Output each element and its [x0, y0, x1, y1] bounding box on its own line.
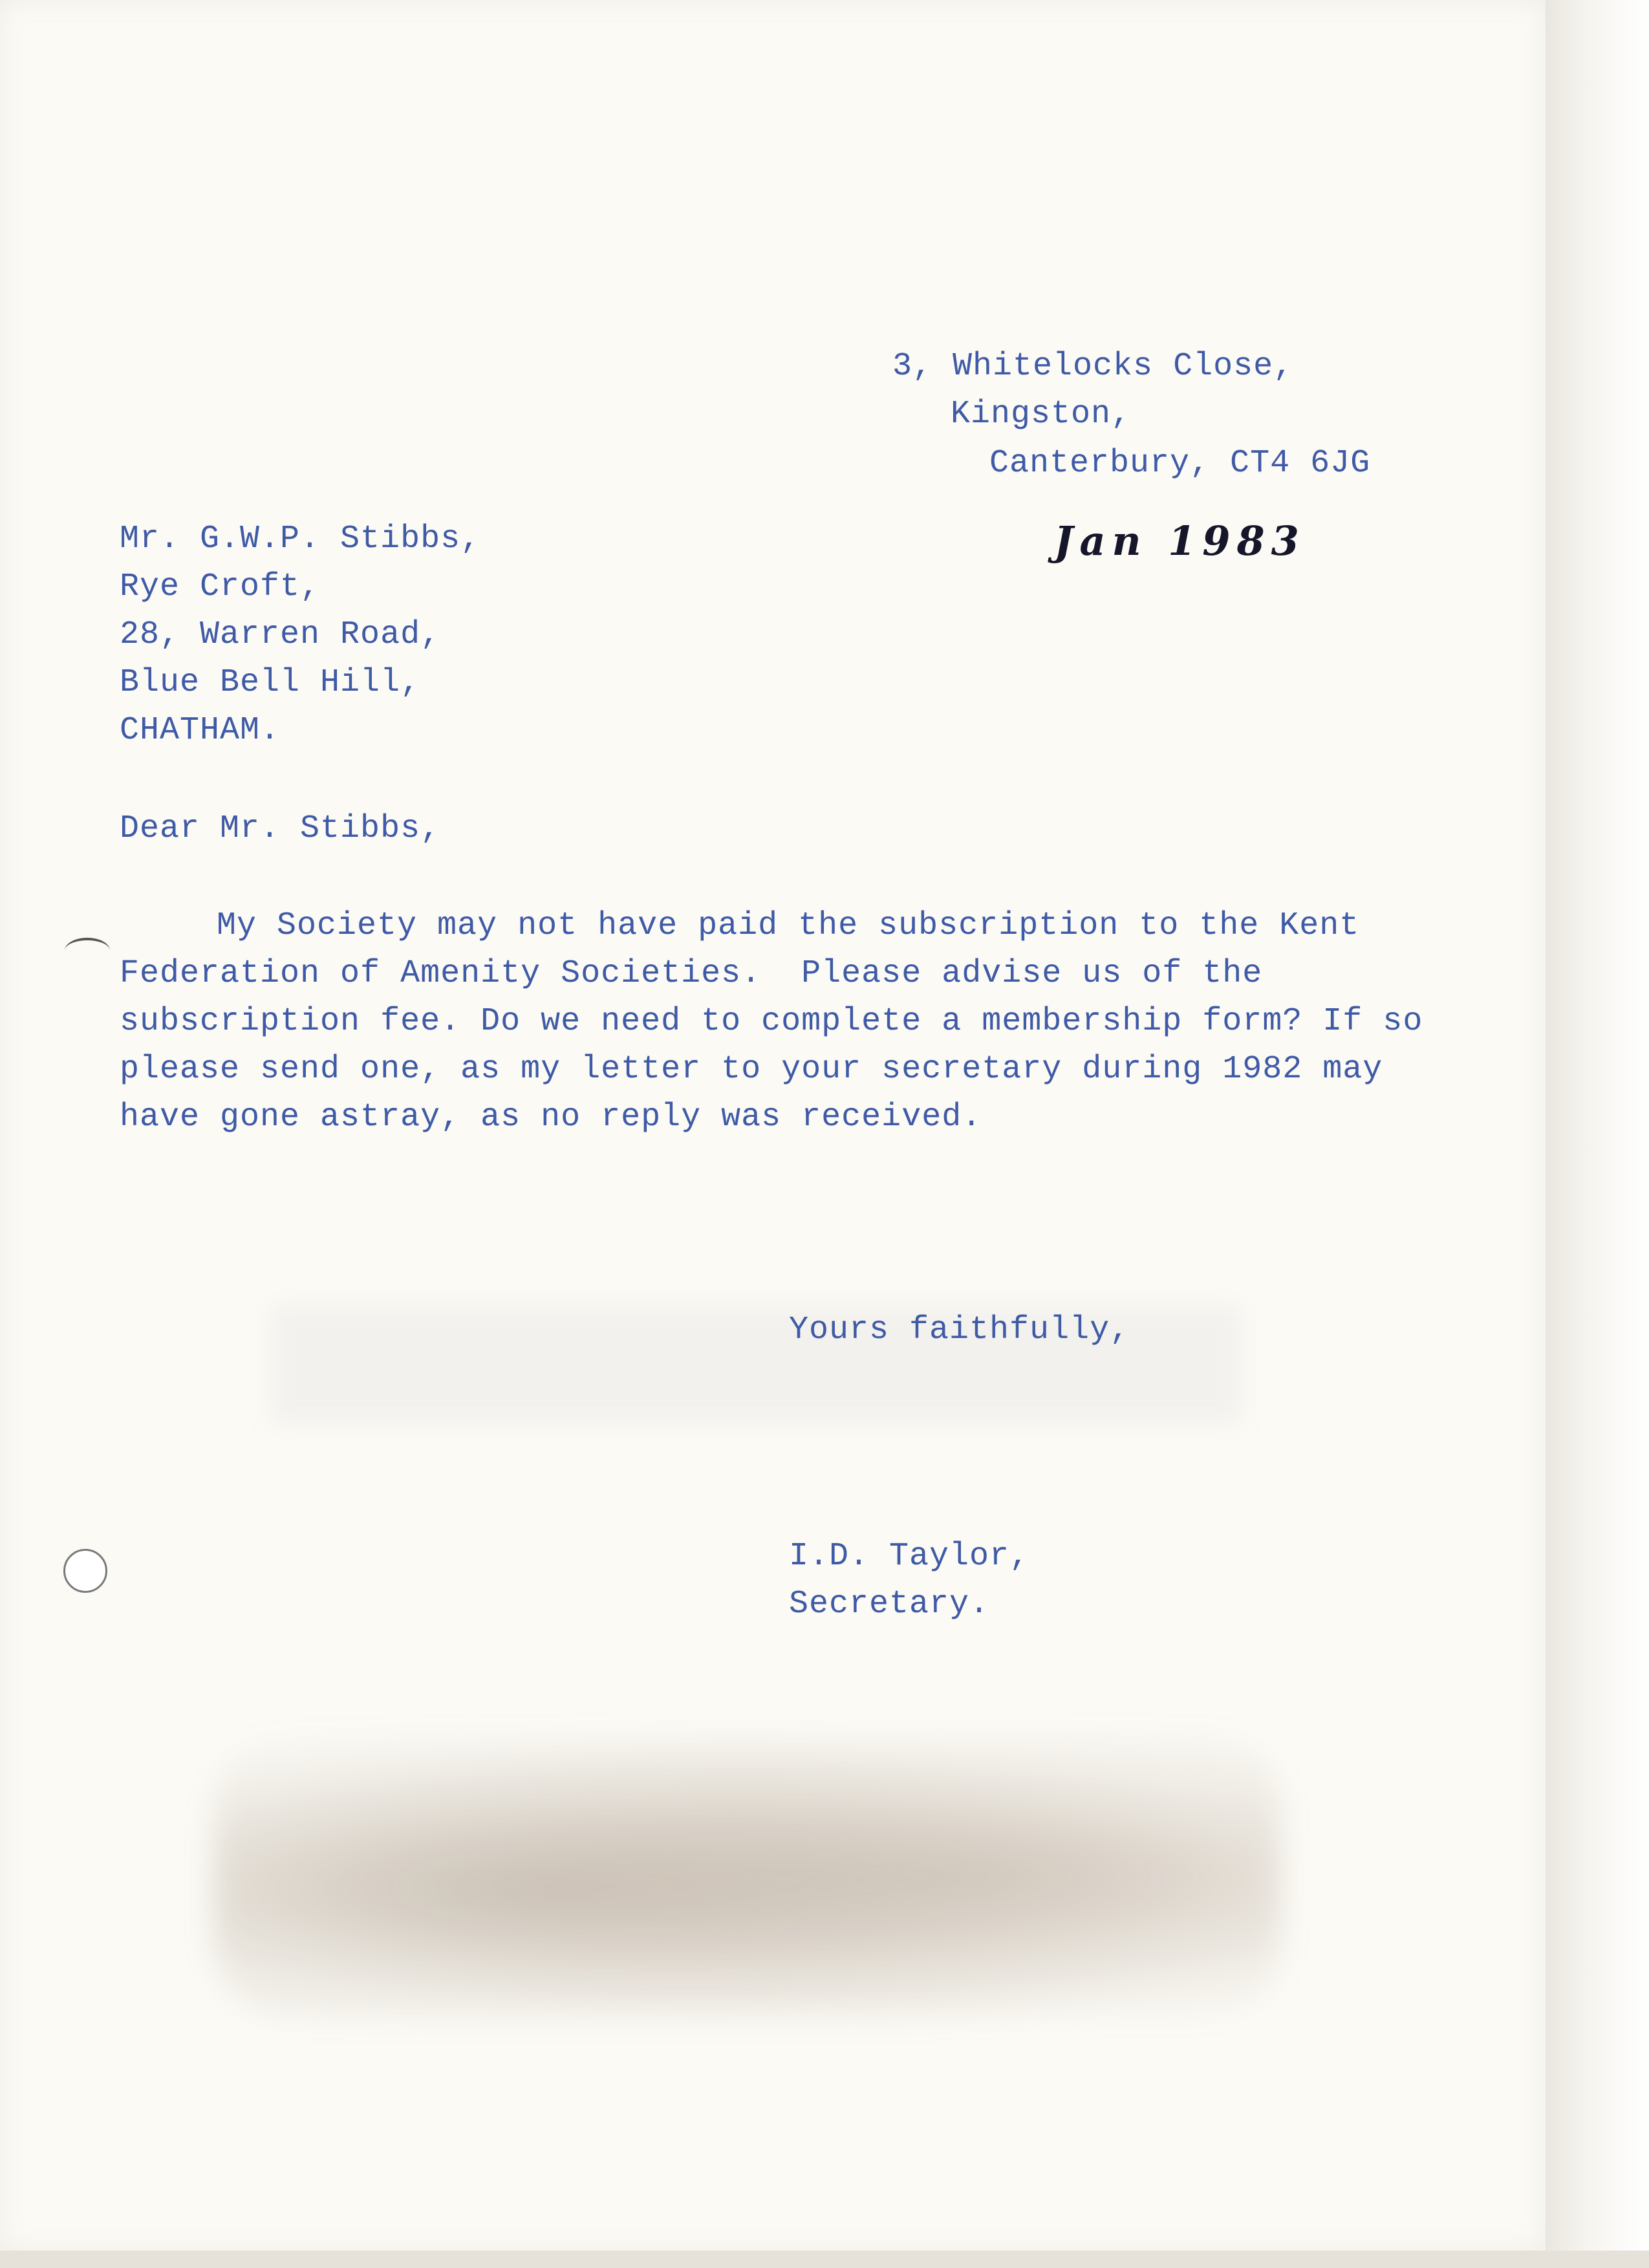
closing: Yours faithfully, [789, 1312, 1130, 1348]
punch-hole [63, 1549, 107, 1593]
recipient-line-4: Blue Bell Hill, [120, 664, 421, 701]
recipient-line-3: 28, Warren Road, [120, 616, 441, 653]
scan-margin [1546, 0, 1649, 2268]
body-line-1: My Society may not have paid the subscription to the Kent [217, 907, 1360, 944]
signatory-name: I.D. Taylor, [789, 1538, 1030, 1575]
scan-bottom-edge [0, 2251, 1649, 2268]
handwritten-date: Jan 1983 [1054, 517, 1306, 565]
signatory-title: Secretary. [789, 1586, 990, 1623]
sender-address-line-3: Canterbury, CT4 6JG [989, 445, 1371, 482]
recipient-line-1: Mr. G.W.P. Stibbs, [120, 521, 481, 557]
punch-hole-mark [65, 938, 110, 964]
body-line-5: have gone astray, as no reply was received. [120, 1099, 982, 1136]
recipient-line-5: CHATHAM. [120, 712, 281, 749]
sender-address-line-2: Kingston, [951, 396, 1132, 433]
recipient-line-2: Rye Croft, [120, 568, 321, 605]
sender-address-line-1: 3, Whitelocks Close, [892, 348, 1294, 385]
body-line-3: subscription fee. Do we need to complete a membership form? If so [120, 1003, 1423, 1040]
body-line-4: please send one, as my letter to your secretary during 1982 may [120, 1051, 1383, 1088]
body-line-2: Federation of Amenity Societies. Please advise us of the [120, 955, 1263, 992]
salutation: Dear Mr. Stibbs, [120, 810, 441, 847]
paper-stain [213, 1733, 1280, 2018]
